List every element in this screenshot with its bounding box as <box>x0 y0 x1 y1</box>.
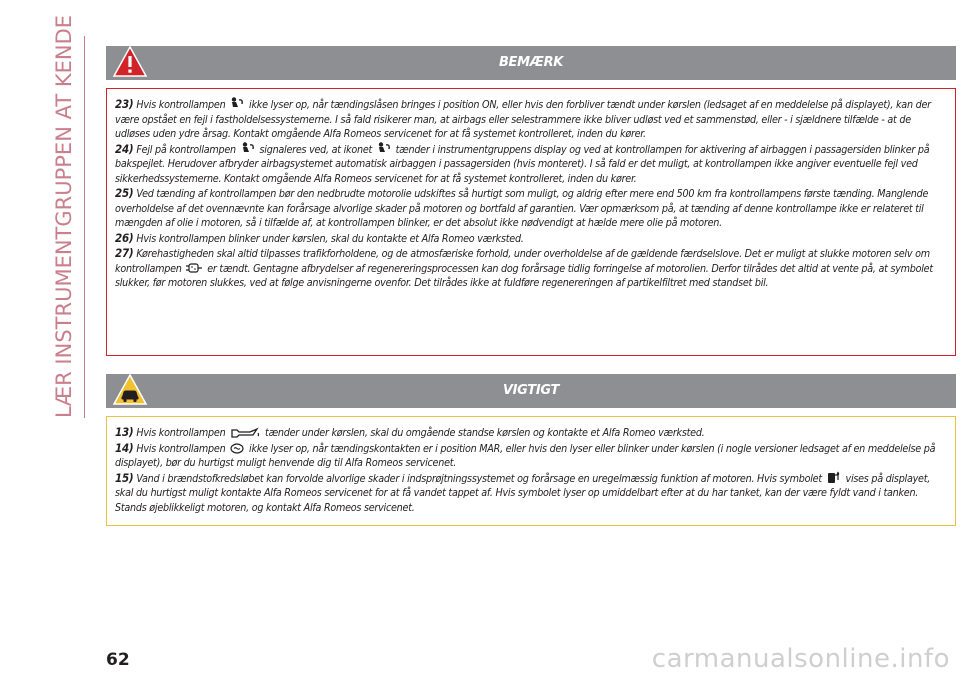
important-box <box>106 416 956 526</box>
note-item-26: 26) Hvis kontrollampen blinker under kørslen, skal du kontakte et Alfa Romeo værksted. <box>115 230 524 245</box>
side-rule <box>84 36 85 418</box>
important-item-13: 13) Hvis kontrollampen tænder under kørslen, skal du omgående standse kørslen og kontakte et Alfa Romeo værksted. <box>115 425 705 439</box>
glow-plug-icon <box>230 443 244 454</box>
airbag-seat-icon <box>377 142 391 155</box>
note-item-25: 25) Ved tænding af kontrollampen bør den nedbrudte motorolie udskiftes så hurtigt som muligt, og aldrig efter mere end 500 km fra kontrollampens første tænding. Manglende overholdelse af det ovennævnte kan forårsage alvorlige skader på motoren og bortfald af garantien. Vær opmærksom på, at tænding af denne kontrollampe ikke er relateret til mængden af olie i motoren, så i tilfælde af, at kontrollampen blinker, er det absolut ikke nødvendigt at hælde mere olie på motoren. <box>115 186 929 229</box>
note-item-23: 23) Hvis kontrollampen ikke lyser op, når tændingslåsen bringes i position ON, eller hvis den forbliver tændt under kørslen (ledsaget af en meddelelse på displayet), kan der være opstået en fejl i fastholdelsessystemerne. I så fald risikerer man, at airbags eller selestrammere ikke bliver udløst ved et sammenstød, eller - i sjældnere tilfælde - at de udløses uden ydre årsag. Kontakt omgående Alfa Romeos servicenet for at få systemet kontrolleret, inden du kører. <box>115 97 931 140</box>
side-section-title: LÆR INSTRUMENTGRUPPEN AT KENDE <box>52 14 76 418</box>
important-header <box>106 374 956 408</box>
water-in-fuel-icon <box>827 471 841 484</box>
airbag-seat-icon <box>241 142 255 155</box>
note-header <box>106 46 956 80</box>
important-item-14: 14) Hvis kontrollampen ikke lyser op, når tændingskontakten er i position MAR, eller hvis den lyser eller blinker under kørslen (i nogle versioner ledsaget af en meddelelse på displayet), bør du hurtigst muligt henvende dig til Alfa Romeos servicenet. <box>115 440 936 469</box>
important-item-15: 15) Vand i brændstofkredsløbet kan forvolde alvorlige skader i indsprøjtningssystemet og forårsage en uregelmæssig funktion af motoren. Hvis symbolet vises på displayet, skal du hurtigst muligt kontakte Alfa Romeos servicenet for at få vandet tappet af. Hvis symbolet lyser op umiddelbart efter at du har tanket, kan der være fyldt vand i tanken. Stands øjeblikkeligt motoren, og kontakt Alfa Romeos servicenet. <box>115 470 931 514</box>
page-number: 62 <box>106 650 130 670</box>
note-title: BEMÆRK <box>498 55 564 70</box>
particulate-filter-icon <box>186 262 202 274</box>
warning-triangle-red-icon <box>112 44 148 80</box>
important-title: VIGTIGT <box>502 383 560 398</box>
note-item-27: 27) Kørehastigheden skal altid tilpasses trafikforholdene, og de atmosfæriske forhold, under overholdelse af de gældende færdselslove. Det er muligt at slukke motoren selv om kontrollampen er tændt. Gentagne afbrydelser af regenereringsprocessen kan dog forårsage tidlig forringelse af motorolien. Derfor tilrådes det altid at vente på, at symbolet slukker, før motoren slukkes, ved at følge anvisningerne ovenfor. Det tilrådes ikke at fuldføre regenereringen af partikelfiltret med standset bil. <box>115 246 933 289</box>
note-box <box>106 88 956 356</box>
oil-can-icon <box>230 426 260 438</box>
note-item-24: 24) Fejl på kontrollampen signaleres ved, at ikonet tænder i instrumentgruppens display og ved at kontrollampen for aktivering af airbaggen i passagersiden blinker på bakspejlet. Herudover afbryder airbagsystemet automatisk airbaggen i passagersiden (hvis monteret). I så fald er det muligt, at kontrollampen ikke angiver eventuelle fejl ved sikkerhedssystemerne. Kontakt omgående Alfa Romeos servicenet for at få systemet kontrolleret, inden du kører. <box>115 141 930 185</box>
warning-triangle-yellow-car-icon <box>112 372 148 408</box>
airbag-seat-icon <box>230 97 244 110</box>
watermark: carmanualsonline.info <box>651 644 950 674</box>
